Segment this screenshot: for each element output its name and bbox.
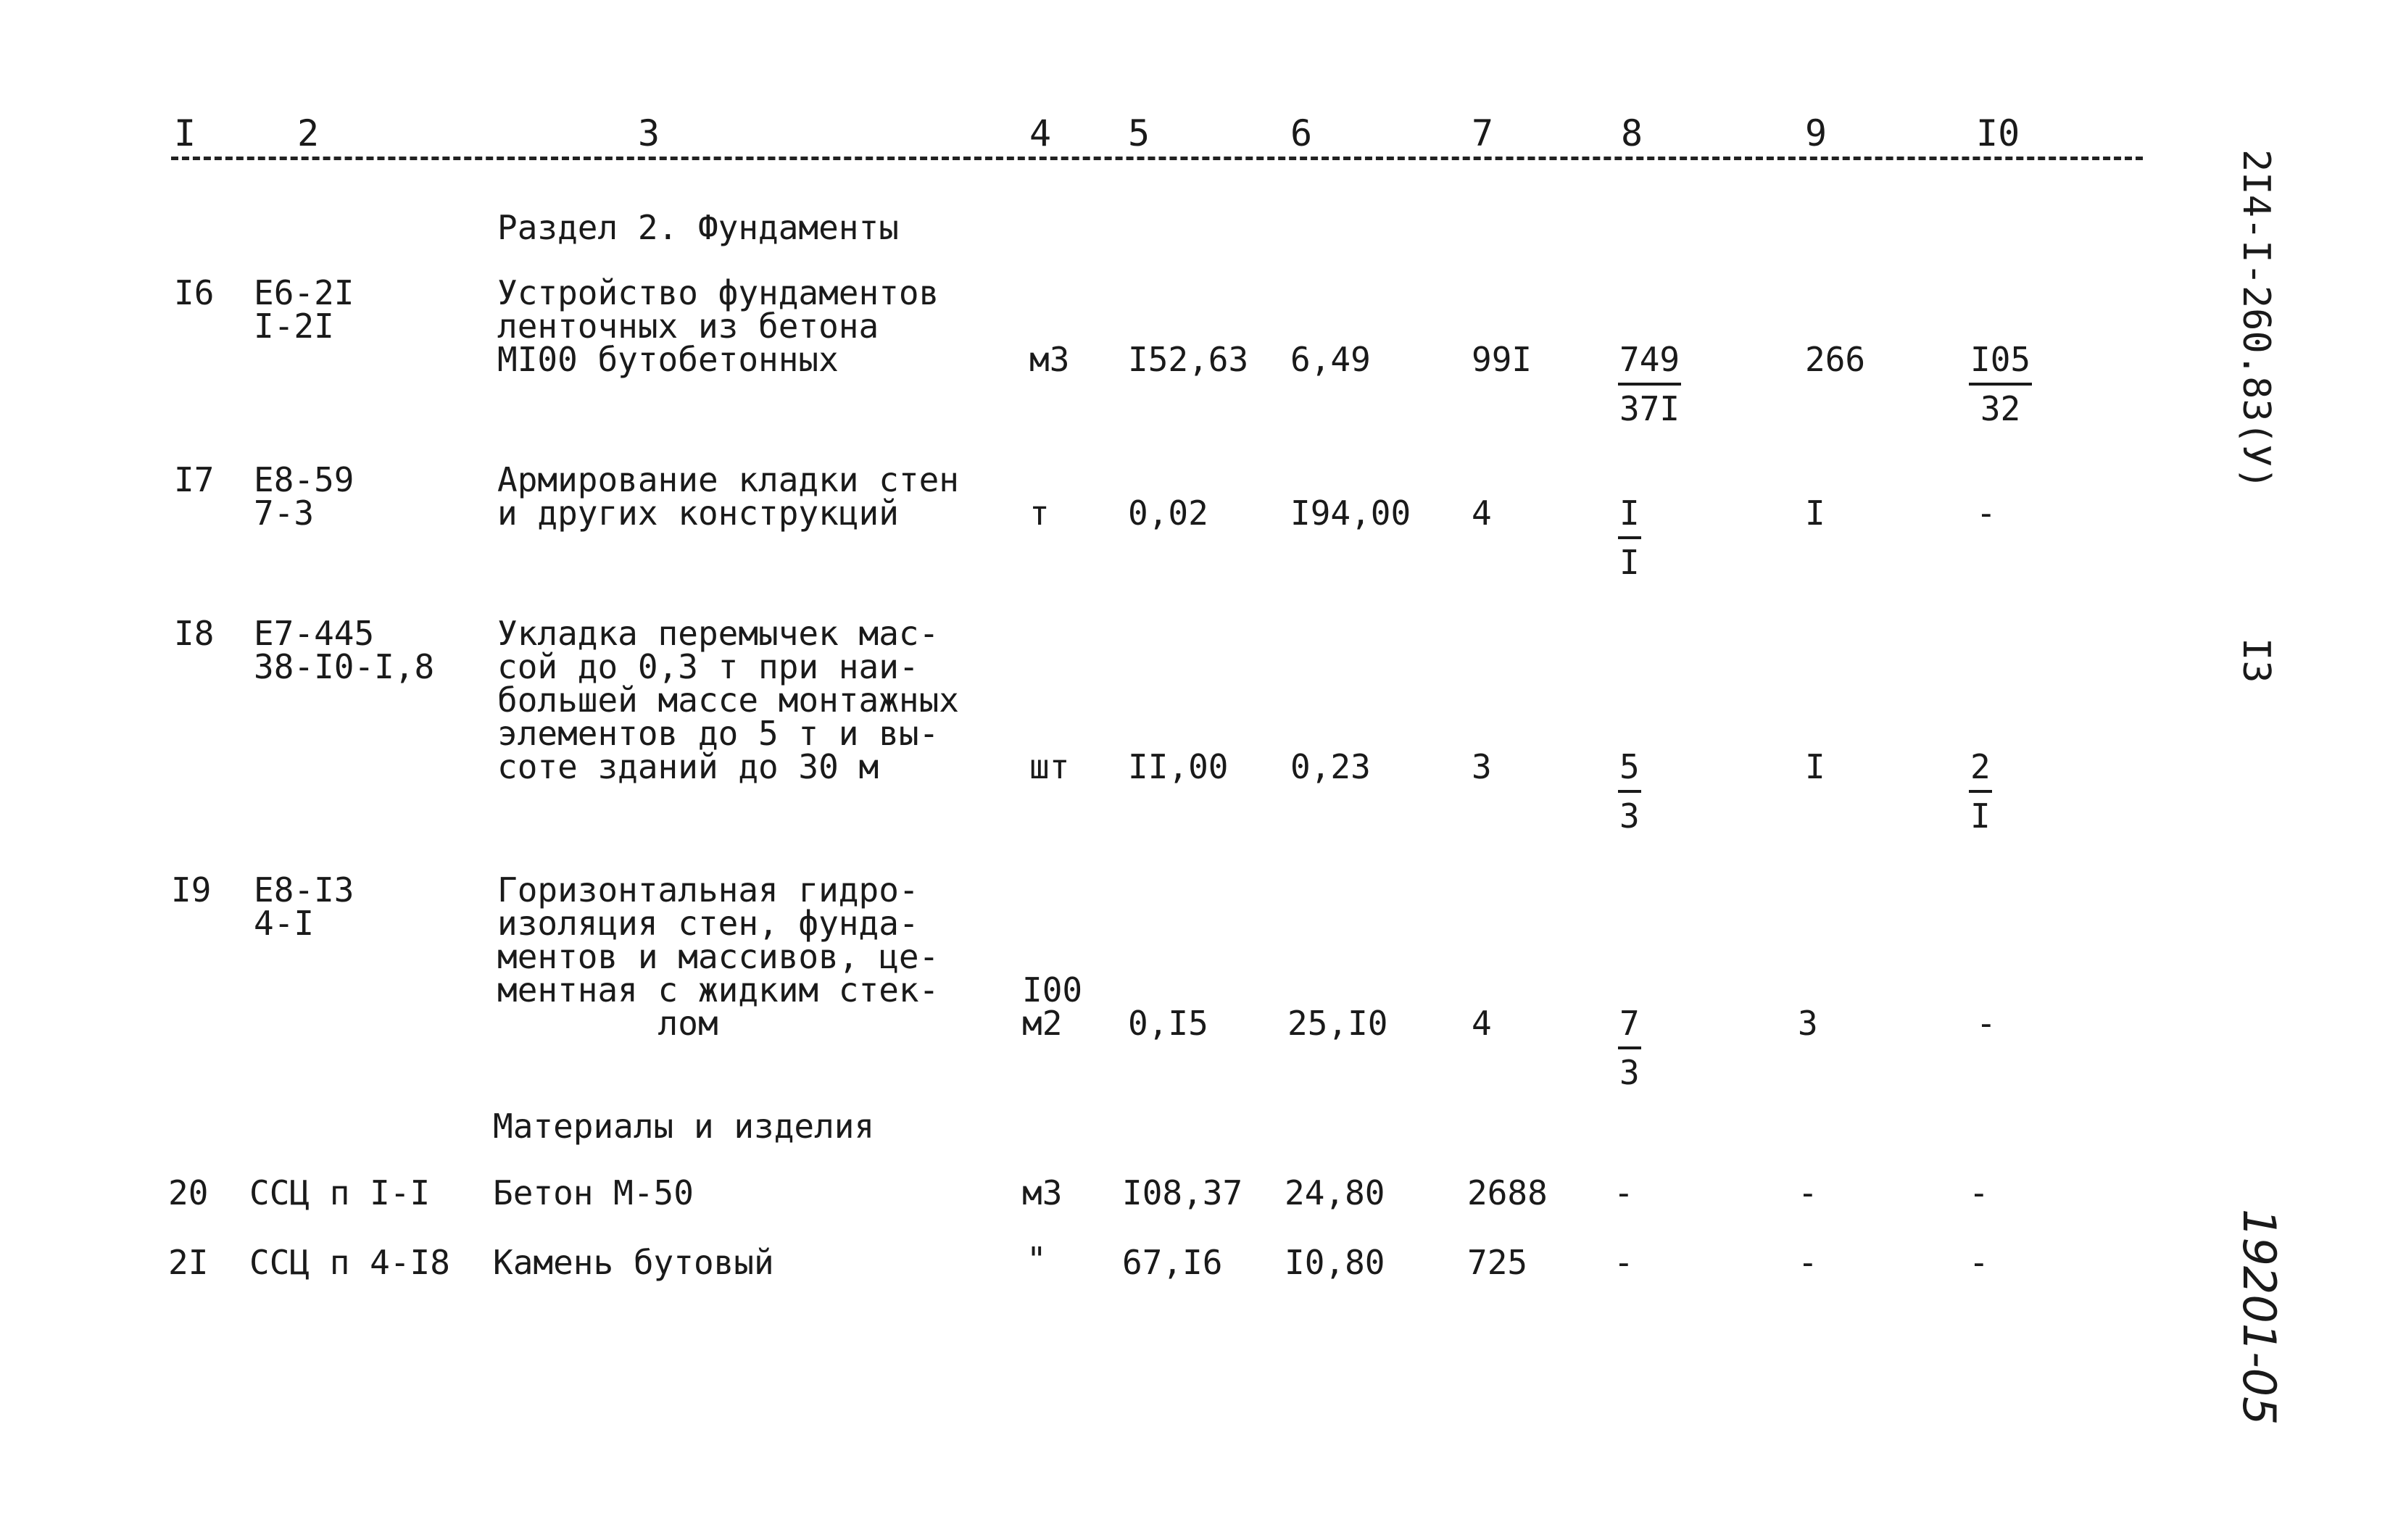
row-col10: - [1976,1004,1996,1043]
row-price: 0,23 [1290,747,1371,786]
row-unit: I00 [1022,970,1083,1010]
row-code: Е8-59 [254,460,354,499]
row-quantity: II,00 [1128,747,1229,786]
row-description: ленточных из бетона [497,307,879,346]
header-divider [171,157,2143,160]
row-number: 20 [168,1173,209,1212]
row-col8: - [1614,1243,1634,1282]
row-total: 2688 [1467,1173,1548,1212]
row-description: лом [497,1004,718,1043]
row-col8-fraction [1618,336,1681,432]
row-description: Устройство фундаментов [497,273,939,312]
row-quantity: I08,37 [1122,1173,1243,1212]
col-header-2: 2 [297,112,320,154]
row-code: ССЦ п 4-I8 [249,1243,450,1282]
fraction-denominator: I [1970,796,1991,836]
row-code: 7-3 [254,494,315,533]
row-col8-fraction [1618,744,1641,839]
fraction-numerator: 5 [1618,744,1641,793]
row-unit: шт [1029,747,1070,786]
fraction-denominator: 3 [1619,796,1640,836]
row-description: и других конструкций [497,494,899,533]
row-code: I-2I [254,307,334,346]
row-description: Армирование кладки стен [497,460,959,499]
row-number: I6 [174,273,215,312]
fraction-denominator: 3 [1619,1053,1640,1092]
fraction-numerator: I05 [1969,336,2032,386]
row-unit: " [1026,1240,1047,1279]
row-description: Укладка перемычек мас- [497,614,939,653]
col-header-7: 7 [1472,112,1494,154]
row-col9: - [1798,1243,1818,1282]
row-unit: т [1029,494,1050,533]
row-description: Бетон М-50 [493,1173,694,1212]
row-col8: - [1614,1173,1634,1212]
row-description: соте зданий до 30 м [497,747,879,786]
row-price: 6,49 [1290,340,1371,379]
row-col9: I [1805,494,1825,533]
row-quantity: 67,I6 [1122,1243,1223,1282]
row-code: ССЦ п I-I [249,1173,431,1212]
fraction-numerator: 2 [1969,744,1992,793]
row-col9: I [1805,747,1825,786]
row-description: элементов до 5 т и вы- [497,714,939,753]
fraction-denominator: I [1619,543,1640,582]
row-description: сой до 0,3 т при наи- [497,647,919,686]
row-unit: м3 [1022,1173,1063,1212]
margin-inventory-number: 19201-05 [2233,1209,2286,1425]
row-col9: 266 [1805,340,1866,379]
section-title: Раздел 2. Фундаменты [497,208,899,247]
row-description: ментов и массивов, це- [497,937,939,976]
row-number: I9 [171,870,212,910]
row-total: 4 [1472,494,1492,533]
col-header-8: 8 [1621,112,1643,154]
row-price: I94,00 [1290,494,1411,533]
row-number: 2I [168,1243,209,1282]
col-header-5: 5 [1128,112,1150,154]
row-description: большей массе монтажных [497,680,959,720]
row-unit: м3 [1029,340,1070,379]
fraction-numerator: 7 [1618,1000,1641,1049]
row-total: 99I [1472,340,1532,379]
row-unit: м2 [1022,1004,1063,1043]
row-col10: - [1976,494,1996,533]
row-number: I7 [174,460,215,499]
row-code: 38-I0-I,8 [254,647,435,686]
fraction-numerator: 749 [1618,336,1681,386]
row-price: I0,80 [1285,1243,1385,1282]
col-header-9: 9 [1805,112,1827,154]
row-number: I8 [174,614,215,653]
margin-document-code: 2I4-I-260.83(У) [2234,149,2278,490]
row-col9: - [1798,1173,1818,1212]
row-col10: - [1969,1173,1989,1212]
margin-page-number: I3 [2234,638,2278,683]
row-total: 725 [1467,1243,1528,1282]
row-col10: - [1969,1243,1989,1282]
fraction-denominator: 32 [1980,389,2021,428]
row-price: 24,80 [1285,1173,1385,1212]
col-header-1: I [174,112,196,154]
col-header-10: I0 [1976,112,2020,154]
row-code: 4-I [254,904,315,943]
row-total: 3 [1472,747,1492,786]
row-col8-fraction [1618,1000,1641,1096]
materials-title: Материалы и изделия [493,1107,875,1146]
row-col10-fraction [1969,744,1992,839]
row-quantity: 0,I5 [1128,1004,1208,1043]
row-description: МI00 бутобетонных [497,340,839,379]
fraction-numerator: I [1618,490,1641,539]
col-header-3: 3 [638,112,660,154]
row-col10-fraction [1969,336,2032,432]
col-header-6: 6 [1290,112,1313,154]
fraction-denominator: 37I [1619,389,1680,428]
row-code: Е6-2I [254,273,354,312]
row-quantity: I52,63 [1128,340,1249,379]
row-total: 4 [1472,1004,1492,1043]
row-col8-fraction [1618,490,1641,586]
row-quantity: 0,02 [1128,494,1208,533]
row-code: Е7-445 [254,614,375,653]
col-header-4: 4 [1029,112,1052,154]
row-description: ментная с жидким стек- [497,970,939,1010]
row-price: 25,I0 [1287,1004,1388,1043]
row-description: Горизонтальная гидро- [497,870,919,910]
row-description: изоляция стен, фунда- [497,904,919,943]
row-col9: 3 [1798,1004,1818,1043]
row-description: Камень бутовый [493,1243,774,1282]
row-code: Е8-I3 [254,870,354,910]
